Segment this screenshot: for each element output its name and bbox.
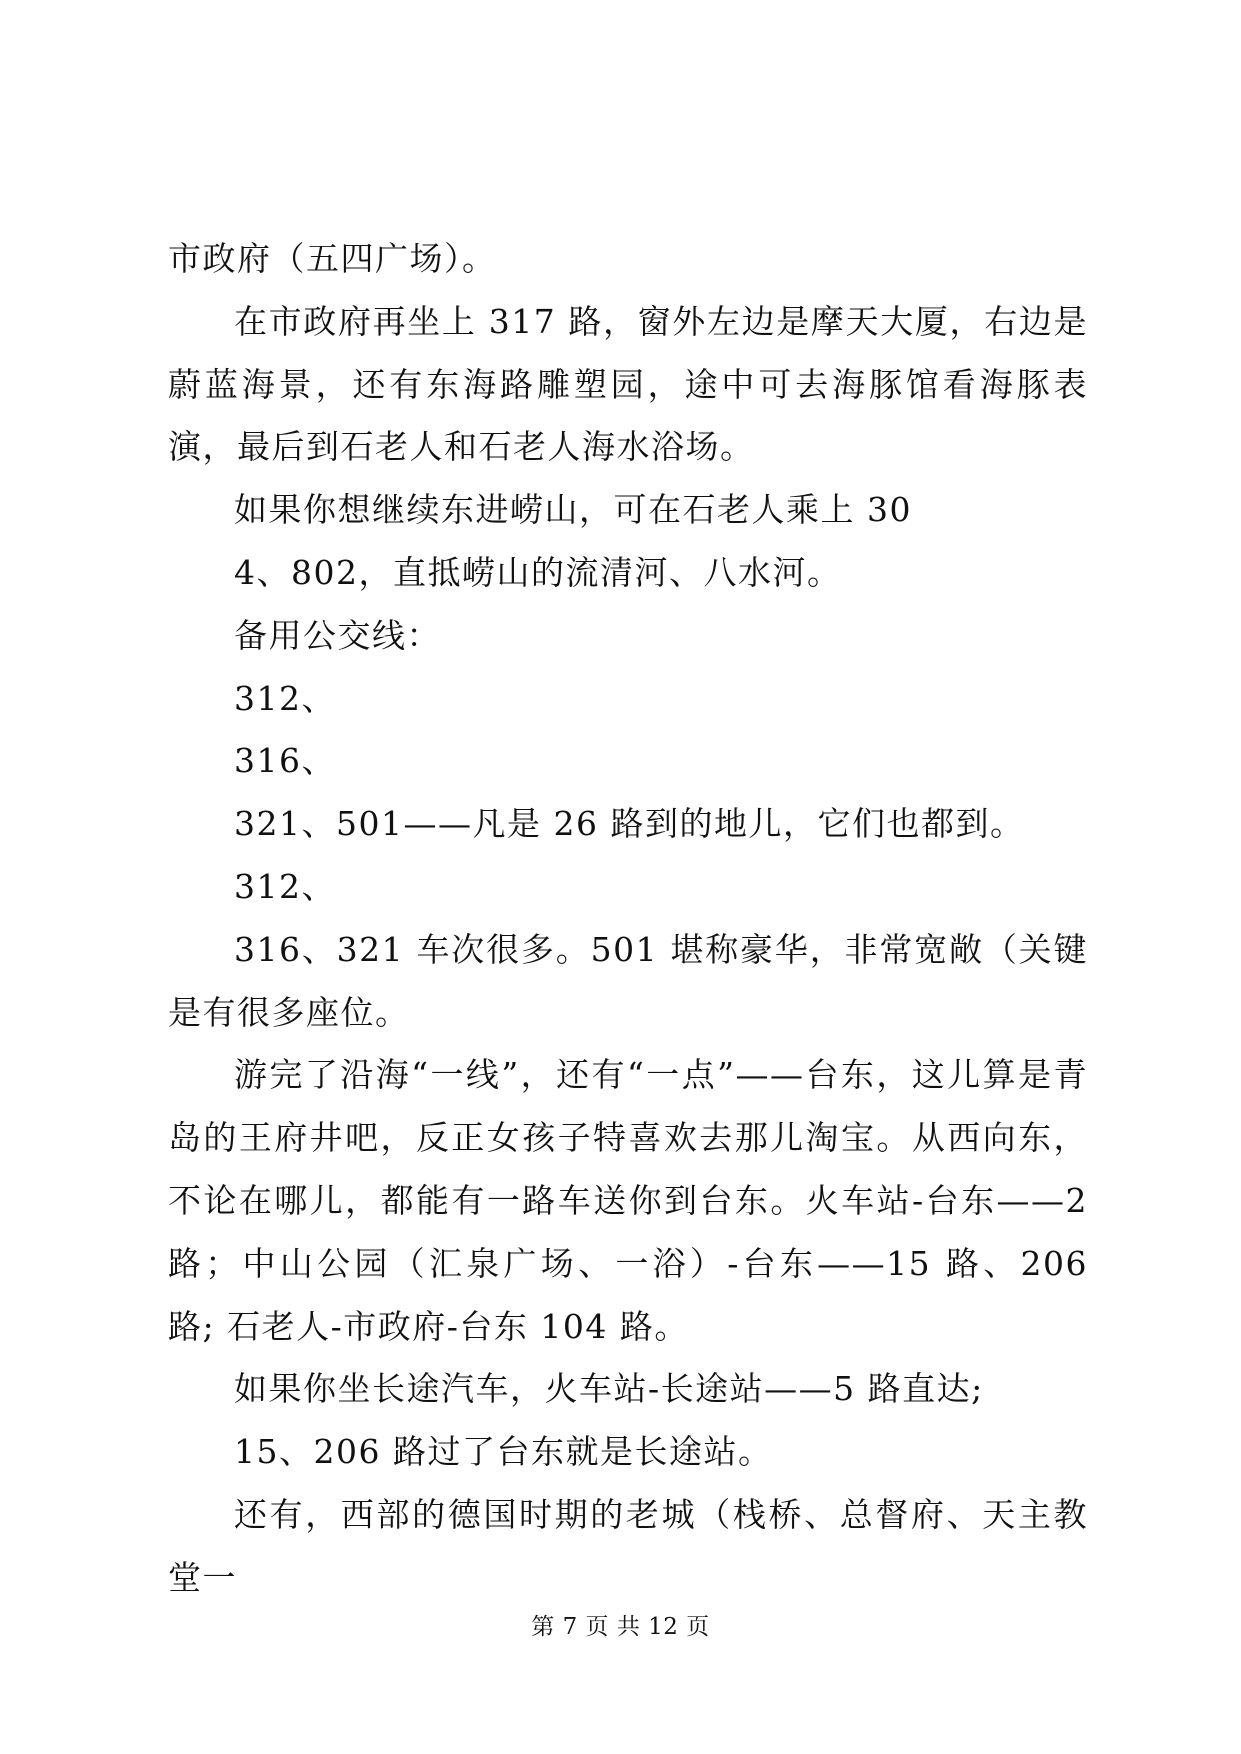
paragraph-8: 321、501——凡是 26 路到的地儿，它们也都到。: [234, 804, 1025, 844]
paragraph-4: 4、802，直抵崂山的流清河、八水河。: [234, 552, 842, 592]
paragraph-10: 316、321 车次很多。501 堪称豪华，非常宽敞（关键是有很多座位。: [168, 929, 1088, 1032]
paragraph-12: 如果你坐长途汽车，火车站-长途站——5 路直达;: [234, 1369, 984, 1409]
paragraph-1: 市政府（五四广场）。: [168, 239, 497, 278]
page-number-label: 第 7 页 共 12 页: [531, 1614, 710, 1640]
paragraph-9: 312、: [234, 866, 336, 906]
paragraph-3: 如果你想继续东进崂山，可在石老人乘上 30: [234, 490, 912, 530]
paragraph-11: 游完了沿海“一线”，还有“一点”——台东，这儿算是青岛的王府井吧，反正女孩子特喜欢去那儿淘宝。从西向东，不论在哪儿，都能有一路车送你到台东。火车站-台东——2 路；中山公园（汇泉广场、一浴）-台东——15 路、206 路; 石老人-市政府-台东 104 路。: [168, 1055, 1088, 1346]
paragraph-7: 316、: [234, 741, 336, 781]
paragraph-6: 312、: [234, 678, 336, 718]
paragraph-2: 在市政府再坐上 317 路，窗外左边是摩天大厦，右边是蔚蓝海景，还有东海路雕塑园，途中可去海豚馆看海豚表演，最后到石老人和石老人海水浴场。: [168, 301, 1088, 467]
page-footer: [0, 1608, 1241, 1641]
paragraph-13: 15、206 路过了台东就是长途站。: [234, 1432, 773, 1472]
paragraph-5: 备用公交线：: [234, 615, 441, 655]
document-body: [168, 228, 1088, 1610]
paragraph-14: 还有，西部的德国时期的老城（栈桥、总督府、天主教堂一: [168, 1494, 1088, 1597]
